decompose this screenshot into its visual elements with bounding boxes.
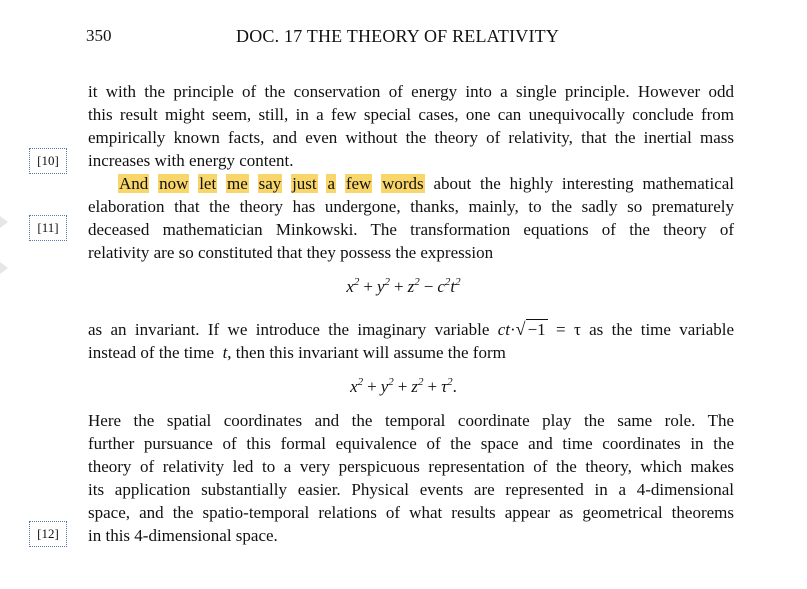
text-line: increases with energy content.: [88, 151, 294, 170]
highlighted-word[interactable]: few: [345, 174, 372, 193]
text-line: its application substantially easier. Physical events are represented in a 4-dimensional: [88, 480, 734, 499]
text-line-time: instead of the time t, then this invariant will assume the form: [88, 343, 506, 362]
highlighted-word[interactable]: words: [382, 174, 424, 193]
text-line: further pursuance of this formal equivalence of the space and time coordinates in the: [88, 434, 734, 453]
text-fragment: about the highly interesting mathematical: [433, 174, 735, 193]
sqrt-symbol: √ −1: [515, 319, 546, 339]
equation-four-dimensional: $x^2 + y^2 + z^2 + \tau^2$.: [350, 376, 457, 396]
text-line: relativity are so constituted that they possess the expression: [88, 243, 494, 262]
page-edge-mark: [0, 216, 8, 228]
text-line: deceased mathematician Minkowski. The transformation equations of the theory of: [88, 220, 734, 239]
page-edge-mark: [0, 262, 8, 274]
text-line: elaboration that the theory has undergone, thanks, mainly, to the sadly so prematurely: [88, 197, 734, 216]
highlighted-word[interactable]: And: [119, 174, 149, 193]
highlighted-word[interactable]: a: [327, 174, 335, 193]
text-line-imaginary-variable: as an invariant. If we introduce the imaginary variable ct·√ −1 = τ as the time variable: [88, 319, 735, 339]
equation-invariant: $x^2 + y^2 + z^2 - c^2t^2$: [346, 276, 461, 296]
footnote-marker-12[interactable]: [12]: [29, 521, 67, 547]
footnote-marker-11[interactable]: [11]: [29, 215, 67, 241]
text-line: theory of relativity led to a very perspicuous representation of the theory, which makes: [88, 457, 734, 476]
highlighted-word[interactable]: just: [292, 174, 317, 193]
highlighted-word[interactable]: now: [159, 174, 189, 193]
highlighted-word[interactable]: say: [258, 174, 282, 193]
running-head: DOC. 17 THE THEORY OF RELATIVITY: [236, 26, 560, 46]
text-line: in this 4-dimensional space.: [88, 526, 278, 545]
text-line: it with the principle of the conservation of energy into a single principle. However odd: [88, 82, 734, 101]
highlighted-word[interactable]: let: [199, 174, 217, 193]
text-line: this result might seem, still, in a few special cases, one can unequivocally conclude from: [88, 105, 734, 124]
footnote-marker-10[interactable]: [10]: [29, 148, 67, 174]
highlighted-word[interactable]: me: [227, 174, 248, 193]
text-line: space, and the spatio-temporal relations of what results appear as geometrical theorems: [88, 503, 734, 522]
highlighted-line: [118, 172, 734, 195]
page-number: 350: [86, 26, 112, 45]
text-line: empirically known facts, and even without the theory of relativity, that the inertial mass: [88, 128, 734, 147]
text-line: Here the spatial coordinates and the temporal coordinate play the same role. The: [88, 411, 734, 430]
